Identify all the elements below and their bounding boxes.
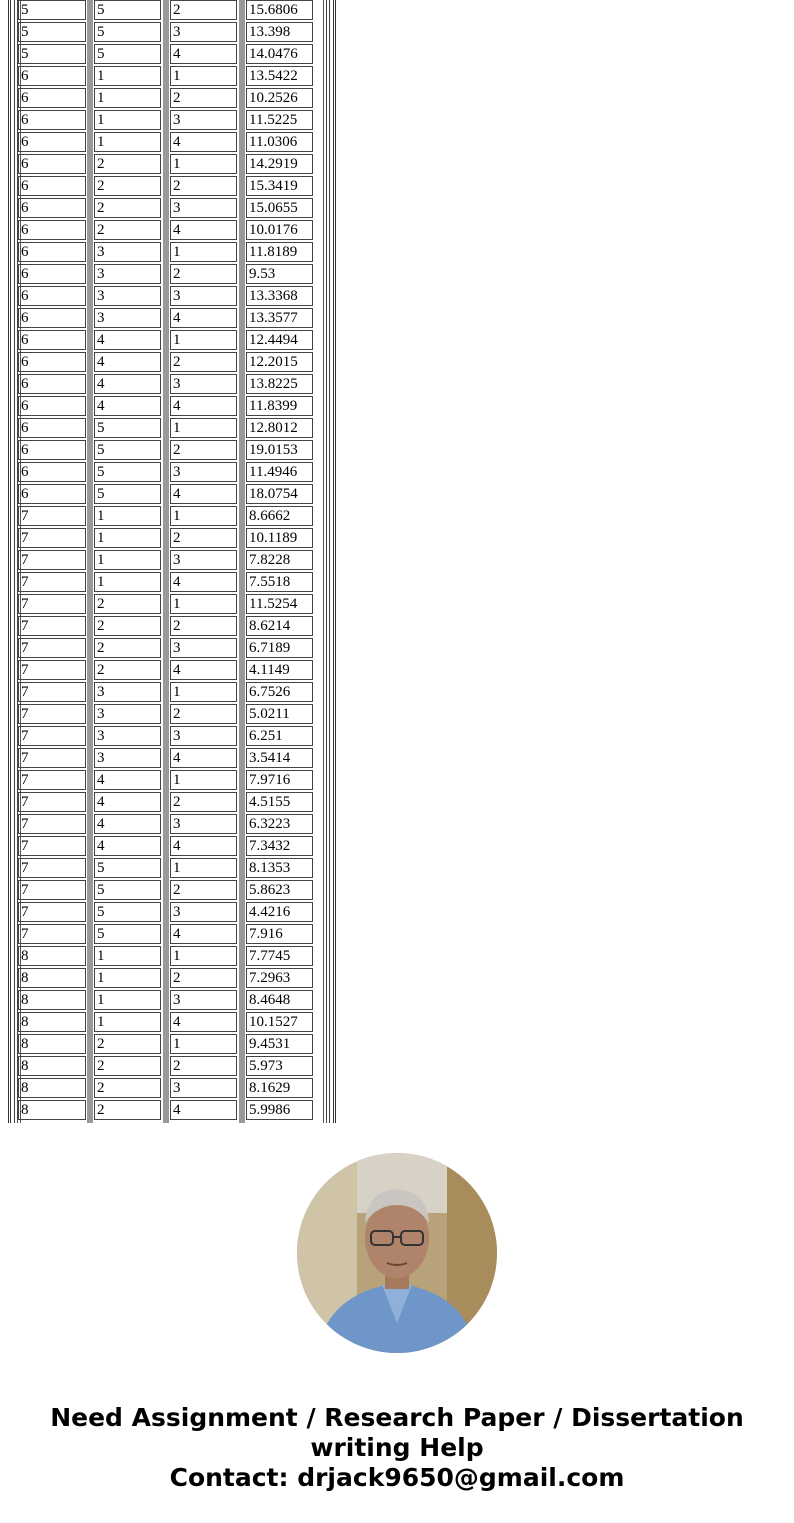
table-cell: 1: [94, 66, 161, 86]
table-cell: 2: [170, 792, 237, 812]
table-cell: 2: [94, 176, 161, 196]
table-cell: 4: [94, 814, 161, 834]
table-cell: 9.4531: [246, 1034, 313, 1054]
table-cell: 7.2963: [246, 968, 313, 988]
table-cell: 1: [94, 110, 161, 130]
table-cell: 3: [170, 990, 237, 1010]
table-cell: 6: [18, 220, 86, 240]
table-cell: 2: [94, 1056, 161, 1076]
table-cell: 2: [94, 198, 161, 218]
table-cell: 2: [94, 660, 161, 680]
table-cell: 6.7189: [246, 638, 313, 658]
table-cell: 15.0655: [246, 198, 313, 218]
table-cell: 6.7526: [246, 682, 313, 702]
table-cell: 11.5254: [246, 594, 313, 614]
table-cell: 7: [18, 924, 86, 944]
table-cell: 7.7745: [246, 946, 313, 966]
table-cell: 6: [18, 418, 86, 438]
table-cell: 2: [94, 154, 161, 174]
table-cell: 5: [94, 44, 161, 64]
table-cell: 1: [170, 770, 237, 790]
table-cell: 19.0153: [246, 440, 313, 460]
table-cell: 8.4648: [246, 990, 313, 1010]
table-cell: 2: [94, 638, 161, 658]
table-cell: 12.2015: [246, 352, 313, 372]
table-cell: 1: [170, 418, 237, 438]
table-cell: 4: [94, 396, 161, 416]
table-cell: 10.2526: [246, 88, 313, 108]
table-cell: 7: [18, 880, 86, 900]
table-cell: 8.6662: [246, 506, 313, 526]
table-cell: 2: [170, 264, 237, 284]
table-cell: 4: [170, 836, 237, 856]
promo-text: [0, 1403, 794, 1493]
table-cell: 13.8225: [246, 374, 313, 394]
table-cell: 1: [170, 330, 237, 350]
table-cell: 12.4494: [246, 330, 313, 350]
table-cell: 1: [94, 132, 161, 152]
table-cell: 1: [170, 242, 237, 262]
table-cell: 12.8012: [246, 418, 313, 438]
table-cell: 5: [94, 22, 161, 42]
table-cell: 3: [170, 726, 237, 746]
table-cell: 7: [18, 528, 86, 548]
table-cell: 1: [94, 990, 161, 1010]
table-cell: 8: [18, 990, 86, 1010]
table-cell: 1: [170, 682, 237, 702]
table-cell: 2: [170, 880, 237, 900]
table-cell: 8: [18, 1100, 86, 1120]
table-cell: 4: [94, 330, 161, 350]
table-cell: 1: [94, 968, 161, 988]
table-cell: 6: [18, 484, 86, 504]
table-cell: 2: [170, 440, 237, 460]
table-cell: 18.0754: [246, 484, 313, 504]
table-cell: 11.0306: [246, 132, 313, 152]
table-cell: 6: [18, 308, 86, 328]
table-cell: 4.1149: [246, 660, 313, 680]
table-cell: 2: [94, 1078, 161, 1098]
avatar-image: [297, 1153, 497, 1353]
table-cell: 7: [18, 506, 86, 526]
table-cell: 4: [170, 924, 237, 944]
table-cell: 6: [18, 352, 86, 372]
table-cell: 4: [170, 1012, 237, 1032]
table-cell: 5: [94, 462, 161, 482]
table-cell: 7: [18, 572, 86, 592]
table-cell: 4: [170, 660, 237, 680]
table-cell: 4: [170, 308, 237, 328]
table-cell: 3: [170, 550, 237, 570]
table-cell: 1: [170, 1034, 237, 1054]
table-cell: 2: [170, 88, 237, 108]
table-cell: 4: [94, 374, 161, 394]
table-cell: 8: [18, 946, 86, 966]
table-cell: 11.8399: [246, 396, 313, 416]
table-cell: 3: [94, 704, 161, 724]
table-cell: 2: [170, 1056, 237, 1076]
table-cell: 5: [94, 440, 161, 460]
table-cell: 2: [170, 616, 237, 636]
table-cell: 4: [94, 836, 161, 856]
table-cell: 2: [170, 176, 237, 196]
table-cell: 3: [170, 110, 237, 130]
table-cell: 3: [94, 242, 161, 262]
table-cell: 3: [170, 22, 237, 42]
table-cell: 1: [94, 88, 161, 108]
table-cell: 3: [94, 286, 161, 306]
table-cell: 11.4946: [246, 462, 313, 482]
table-cell: 3: [94, 726, 161, 746]
table-cell: 7: [18, 726, 86, 746]
table-cell: 5: [94, 858, 161, 878]
table-cell: 2: [94, 1100, 161, 1120]
table-cell: 2: [94, 1034, 161, 1054]
table-cell: 3: [170, 462, 237, 482]
table-cell: 8.1629: [246, 1078, 313, 1098]
table-cell: 3: [170, 1078, 237, 1098]
table-cell: 4: [170, 572, 237, 592]
table-cell: 7.916: [246, 924, 313, 944]
table-cell: 7: [18, 550, 86, 570]
table-cell: 7: [18, 660, 86, 680]
table-cell: 6: [18, 198, 86, 218]
table-cell: 6.251: [246, 726, 313, 746]
promo-line-3: Contact: drjack9650@gmail.com: [169, 1463, 625, 1492]
table-cell: 5.0211: [246, 704, 313, 724]
table-cell: 6: [18, 330, 86, 350]
table-cell: 4: [94, 770, 161, 790]
table-cell: 7: [18, 836, 86, 856]
table-cell: 7.8228: [246, 550, 313, 570]
table-cell: 2: [94, 616, 161, 636]
promo-line-2: writing Help: [310, 1433, 484, 1462]
table-cell: 13.5422: [246, 66, 313, 86]
table-cell: 13.3577: [246, 308, 313, 328]
table-cell: 3: [94, 308, 161, 328]
table-cell: 4: [170, 396, 237, 416]
table-cell: 5: [94, 924, 161, 944]
table-cell: 13.3368: [246, 286, 313, 306]
table-cell: 7.5518: [246, 572, 313, 592]
table-cell: 6: [18, 462, 86, 482]
table-cell: 3: [170, 638, 237, 658]
table-cell: 6: [18, 286, 86, 306]
table-cell: 6: [18, 440, 86, 460]
table-cell: 3: [170, 902, 237, 922]
table-cell: 4: [170, 1100, 237, 1120]
table-cell: 4.4216: [246, 902, 313, 922]
table-cell: 1: [170, 66, 237, 86]
table-cell: 3: [94, 264, 161, 284]
table-cell: 5.973: [246, 1056, 313, 1076]
table-cell: 7: [18, 682, 86, 702]
table-cell: 1: [94, 506, 161, 526]
table-cell: 6.3223: [246, 814, 313, 834]
table-cell: 5: [94, 418, 161, 438]
table-cell: 7: [18, 704, 86, 724]
table-cell: 8: [18, 1012, 86, 1032]
table-cell: 6: [18, 132, 86, 152]
table-cell: 7: [18, 792, 86, 812]
table-cell: 5: [18, 22, 86, 42]
table-cell: 8: [18, 1056, 86, 1076]
table-cell: 7: [18, 748, 86, 768]
table-cell: 4: [170, 132, 237, 152]
table-cell: 7: [18, 814, 86, 834]
table-cell: 4: [170, 748, 237, 768]
table-cell: 3: [170, 814, 237, 834]
table-cell: 2: [170, 704, 237, 724]
table-cell: 2: [170, 968, 237, 988]
table-cell: 6: [18, 154, 86, 174]
table-cell: 5: [18, 0, 86, 20]
table-cell: 5: [94, 0, 161, 20]
table-cell: 2: [94, 594, 161, 614]
table-cell: 1: [94, 946, 161, 966]
table-cell: 5: [94, 902, 161, 922]
table-cell: 3: [94, 682, 161, 702]
table-cell: 6: [18, 396, 86, 416]
table-cell: 4: [94, 792, 161, 812]
table-cell: 6: [18, 374, 86, 394]
table-cell: 8: [18, 1034, 86, 1054]
table-cell: 5: [18, 44, 86, 64]
table-cell: 1: [170, 858, 237, 878]
table-cell: 14.2919: [246, 154, 313, 174]
table-cell: 5.8623: [246, 880, 313, 900]
table-cell: 8: [18, 968, 86, 988]
table-cell: 10.1527: [246, 1012, 313, 1032]
table-cell: 2: [170, 0, 237, 20]
table-cell: 9.53: [246, 264, 313, 284]
table-cell: 4: [170, 484, 237, 504]
table-cell: 1: [94, 1012, 161, 1032]
table-cell: 7.9716: [246, 770, 313, 790]
table-cell: 7: [18, 770, 86, 790]
table-cell: 7: [18, 902, 86, 922]
table-cell: 2: [170, 352, 237, 372]
table-cell: 4: [170, 44, 237, 64]
table-cell: 10.0176: [246, 220, 313, 240]
table-cell: 8.1353: [246, 858, 313, 878]
table-cell: 5: [94, 484, 161, 504]
table-cell: 6: [18, 176, 86, 196]
table-cell: 3: [170, 286, 237, 306]
table-cell: 4.5155: [246, 792, 313, 812]
table-cell: 1: [170, 594, 237, 614]
table-cell: 7.3432: [246, 836, 313, 856]
table-cell: 11.5225: [246, 110, 313, 130]
table-cell: 3: [170, 374, 237, 394]
table-cell: 2: [94, 220, 161, 240]
table-cell: 1: [94, 528, 161, 548]
table-cell: 6: [18, 88, 86, 108]
table-cell: 1: [94, 572, 161, 592]
table-cell: 15.6806: [246, 0, 313, 20]
table-cell: 7: [18, 594, 86, 614]
table-cell: 6: [18, 66, 86, 86]
avatar: [297, 1153, 497, 1353]
table-cell: 3: [94, 748, 161, 768]
table-cell: 1: [170, 506, 237, 526]
table-cell: 6: [18, 242, 86, 262]
table-cell: 2: [170, 528, 237, 548]
table-cell: 6: [18, 110, 86, 130]
table-cell: 1: [94, 550, 161, 570]
table-cell: 7: [18, 858, 86, 878]
table-cell: 1: [170, 946, 237, 966]
table-cell: 14.0476: [246, 44, 313, 64]
table-cell: 6: [18, 264, 86, 284]
promo-line-1: Need Assignment / Research Paper / Dissertation: [50, 1403, 744, 1432]
table-cell: 8.6214: [246, 616, 313, 636]
table-cell: 10.1189: [246, 528, 313, 548]
table-cell: 4: [94, 352, 161, 372]
table-cell: 7: [18, 638, 86, 658]
table-cell: 13.398: [246, 22, 313, 42]
table-cell: 7: [18, 616, 86, 636]
table-cell: 3.5414: [246, 748, 313, 768]
table-cell: 1: [170, 154, 237, 174]
table-cell: 3: [170, 198, 237, 218]
table-cell: 11.8189: [246, 242, 313, 262]
table-cell: 15.3419: [246, 176, 313, 196]
table-cell: 5.9986: [246, 1100, 313, 1120]
table-cell: 5: [94, 880, 161, 900]
table-cell: 8: [18, 1078, 86, 1098]
table-cell: 4: [170, 220, 237, 240]
